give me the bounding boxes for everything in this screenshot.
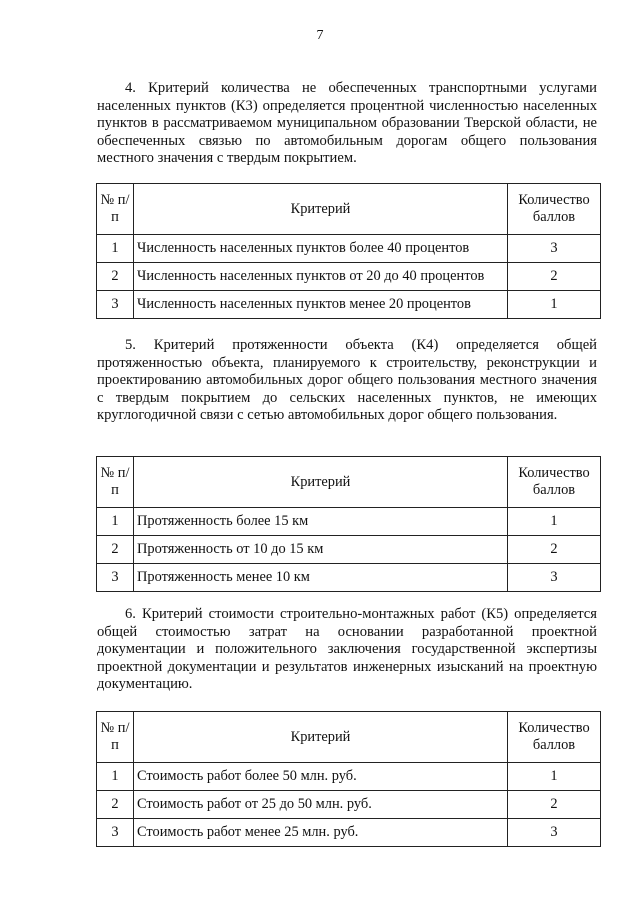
table-header-row	[97, 184, 601, 235]
criterion-k3-paragraph: 4. Критерий количества не обеспеченных транспортными услугами населенных пунктов (К3) определяется процентной численностью населенных пунктов в рассматриваемом муниципальном образовании Тверской области, не обеспеченных связью по автомобильным дорогам общего пользования местного значения с твердым покрытием.	[97, 80, 597, 167]
criterion-k5-table	[96, 711, 601, 847]
row-num: 3	[97, 819, 134, 847]
header-num: № п/п	[97, 184, 134, 235]
table-row	[97, 763, 601, 791]
header-criterion: Критерий	[134, 712, 508, 763]
row-criterion: Протяженность от 10 до 15 км	[134, 536, 508, 564]
table-row	[97, 564, 601, 592]
row-score: 3	[508, 235, 601, 263]
row-num: 1	[97, 763, 134, 791]
row-criterion: Стоимость работ менее 25 млн. руб.	[134, 819, 508, 847]
table-header-row	[97, 712, 601, 763]
page-number: 7	[316, 28, 324, 43]
table-header-row	[97, 457, 601, 508]
header-score: Количество баллов	[508, 712, 601, 763]
row-num: 2	[97, 263, 134, 291]
row-num: 3	[97, 291, 134, 319]
row-score: 1	[508, 508, 601, 536]
row-criterion: Численность населенных пунктов более 40 процентов	[134, 235, 508, 263]
header-num: № п/п	[97, 457, 134, 508]
criterion-k5-paragraph: 6. Критерий стоимости строительно-монтажных работ (К5) определяется общей стоимостью затрат на основании разработанной проектной документации и положительного заключения государственной экспертизы проектной документации и результатов инженерных изысканий на проектную документацию.	[97, 606, 597, 693]
row-score: 1	[508, 291, 601, 319]
criterion-k4-table	[96, 456, 601, 592]
row-criterion: Численность населенных пунктов от 20 до 40 процентов	[134, 263, 508, 291]
row-score: 1	[508, 763, 601, 791]
row-criterion: Протяженность менее 10 км	[134, 564, 508, 592]
table-row	[97, 819, 601, 847]
table-row	[97, 291, 601, 319]
row-num: 2	[97, 536, 134, 564]
row-criterion: Численность населенных пунктов менее 20 процентов	[134, 291, 508, 319]
row-num: 1	[97, 508, 134, 536]
row-score: 2	[508, 791, 601, 819]
table-row	[97, 508, 601, 536]
row-criterion: Стоимость работ более 50 млн. руб.	[134, 763, 508, 791]
criterion-k3-table	[96, 183, 601, 319]
table-row	[97, 536, 601, 564]
header-criterion: Критерий	[134, 184, 508, 235]
row-score: 3	[508, 564, 601, 592]
row-score: 2	[508, 263, 601, 291]
header-criterion: Критерий	[134, 457, 508, 508]
header-num: № п/п	[97, 712, 134, 763]
table-row	[97, 263, 601, 291]
criterion-k4-paragraph: 5. Критерий протяженности объекта (К4) определяется общей протяженностью объекта, планируемого к строительству, реконструкции и проектированию автомобильных дорог общего пользования местного значения с твердым покрытием до сельских населенных пунктов, не имеющих круглогодичной связи с сетью автомобильных дорог общего пользования.	[97, 337, 597, 424]
row-num: 3	[97, 564, 134, 592]
row-criterion: Протяженность более 15 км	[134, 508, 508, 536]
header-score: Количество баллов	[508, 457, 601, 508]
row-num: 1	[97, 235, 134, 263]
table-row	[97, 791, 601, 819]
row-score: 3	[508, 819, 601, 847]
row-criterion: Стоимость работ от 25 до 50 млн. руб.	[134, 791, 508, 819]
row-score: 2	[508, 536, 601, 564]
table-row	[97, 235, 601, 263]
row-num: 2	[97, 791, 134, 819]
header-score: Количество баллов	[508, 184, 601, 235]
